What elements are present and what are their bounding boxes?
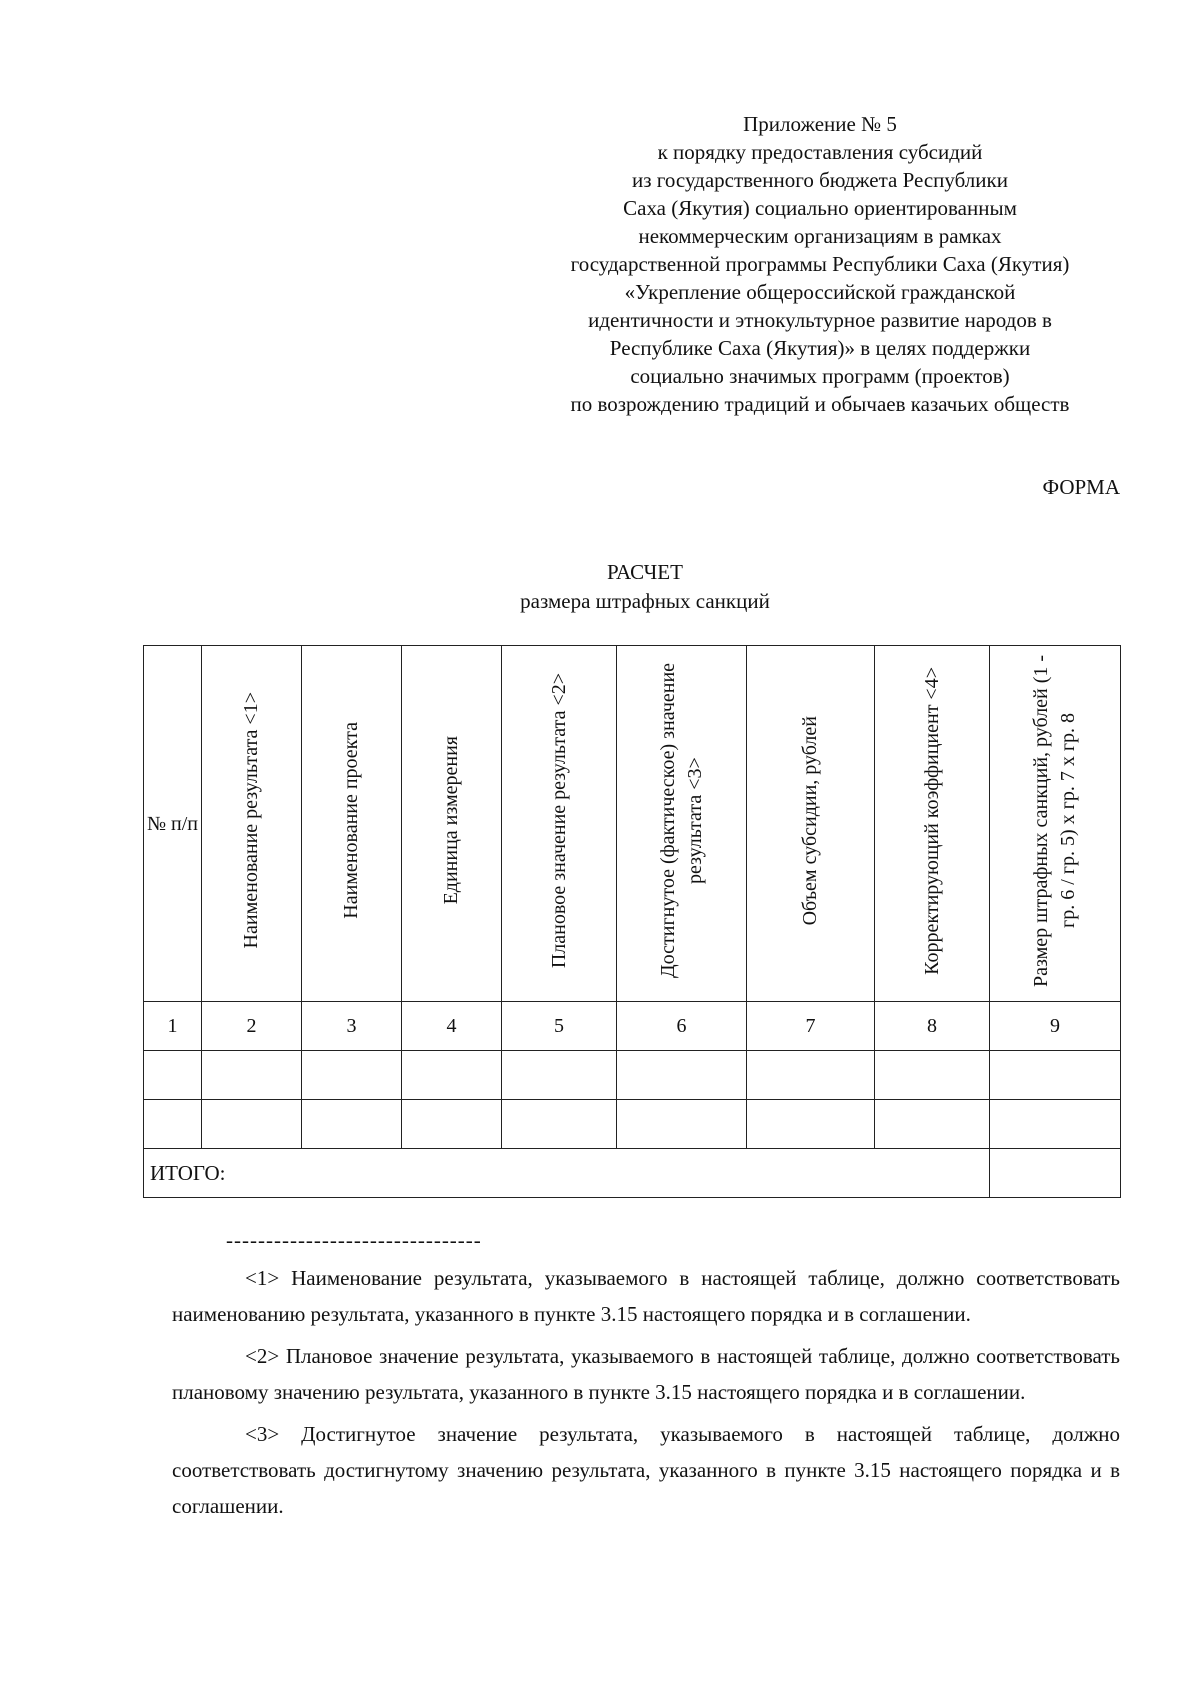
column-number: 9 bbox=[990, 1002, 1121, 1051]
footnote-3: <3> Достигнутое значение результата, указываемого в настоящей таблице, должно соответствовать достигнутому значению результата, указанного в пункте 3.15 настоящего порядка и в соглашении. bbox=[172, 1422, 1120, 1518]
appendix-line: «Укрепление общероссийской гражданской bbox=[624, 280, 1016, 304]
header-project-name: Наименование проекта bbox=[340, 722, 362, 919]
header-unit: Единица измерения bbox=[440, 736, 462, 905]
empty-cell bbox=[402, 1051, 502, 1100]
appendix-line: некоммерческим организациям в рамках bbox=[638, 224, 1002, 248]
empty-cell bbox=[302, 1051, 402, 1100]
header-cell bbox=[402, 646, 502, 1002]
header-planned-value: Плановое значение результата <2> bbox=[547, 672, 570, 969]
title-main: РАСЧЕТ bbox=[607, 560, 683, 584]
header-penalty-amount: Размер штрафных санкций, рублей (1 - гр. 6 / гр. 5) x гр. 7 x гр. 8 bbox=[1030, 654, 1079, 987]
header-result-name: Наименование результата <1> bbox=[240, 692, 262, 949]
column-number: 8 bbox=[875, 1002, 990, 1051]
header-cell bbox=[747, 646, 875, 1002]
column-number: 2 bbox=[202, 1002, 302, 1051]
header-cell bbox=[875, 646, 990, 1002]
appendix-block bbox=[520, 110, 1120, 418]
table-row bbox=[144, 1100, 1121, 1149]
header-subsidy-amount: Объем субсидии, рублей bbox=[799, 715, 821, 926]
empty-cell bbox=[875, 1051, 990, 1100]
appendix-line: социально значимых программ (проектов) bbox=[630, 364, 1010, 388]
column-number: 7 bbox=[747, 1002, 875, 1051]
form-label: ФОРМА bbox=[1042, 475, 1120, 499]
footnotes bbox=[172, 1260, 1120, 1524]
header-cell bbox=[144, 646, 202, 1002]
empty-cell bbox=[747, 1051, 875, 1100]
empty-cell bbox=[502, 1051, 617, 1100]
empty-cell bbox=[747, 1100, 875, 1149]
header-cell bbox=[202, 646, 302, 1002]
total-label: ИТОГО: bbox=[144, 1149, 990, 1198]
header-cell bbox=[990, 646, 1121, 1002]
penalty-table bbox=[143, 645, 1121, 1198]
appendix-line: Приложение № 5 bbox=[743, 112, 897, 136]
empty-cell bbox=[617, 1100, 747, 1149]
empty-cell bbox=[502, 1100, 617, 1149]
empty-cell bbox=[875, 1100, 990, 1149]
header-cell bbox=[617, 646, 747, 1002]
appendix-line: Республике Саха (Якутия)» в целях поддержки bbox=[609, 336, 1031, 360]
appendix-line: к порядку предоставления субсидий bbox=[657, 140, 983, 164]
header-number: № п/п bbox=[146, 812, 199, 835]
appendix-line: идентичности и этнокультурное развитие народов в bbox=[588, 308, 1052, 332]
table-total-row bbox=[144, 1149, 1121, 1198]
table-number-row bbox=[144, 1002, 1121, 1051]
column-number: 1 bbox=[144, 1002, 202, 1051]
appendix-line: из государственного бюджета Республики bbox=[632, 168, 1008, 192]
header-achieved-value: Достигнутое (фактическое) значение результата <3> bbox=[656, 662, 706, 979]
column-number: 3 bbox=[302, 1002, 402, 1051]
title-sub: размера штрафных санкций bbox=[520, 589, 770, 613]
table-row bbox=[144, 1051, 1121, 1100]
empty-cell bbox=[617, 1051, 747, 1100]
document-title bbox=[0, 558, 1200, 616]
footnote-2: <2> Плановое значение результата, указываемого в настоящей таблице, должно соответствовать плановому значению результата, указанного в пункте 3.15 настоящего порядка и в соглашении. bbox=[172, 1344, 1120, 1404]
empty-cell bbox=[144, 1051, 202, 1100]
table-header-row bbox=[144, 646, 1121, 1002]
footnote-1: <1> Наименование результата, указываемого в настоящей таблице, должно соответствовать наименованию результата, указанного в пункте 3.15 настоящего порядка и в соглашении. bbox=[172, 1266, 1120, 1326]
empty-cell bbox=[990, 1051, 1121, 1100]
appendix-line: государственной программы Республики Саха (Якутия) bbox=[570, 252, 1070, 276]
header-cell bbox=[502, 646, 617, 1002]
total-value-cell bbox=[990, 1149, 1121, 1198]
empty-cell bbox=[144, 1100, 202, 1149]
empty-cell bbox=[302, 1100, 402, 1149]
column-number: 5 bbox=[502, 1002, 617, 1051]
empty-cell bbox=[990, 1100, 1121, 1149]
empty-cell bbox=[202, 1051, 302, 1100]
empty-cell bbox=[402, 1100, 502, 1149]
column-number: 6 bbox=[617, 1002, 747, 1051]
footnote-separator: -------------------------------- bbox=[226, 1228, 482, 1252]
appendix-line: по возрождению традиций и обычаев казачьих обществ bbox=[570, 392, 1070, 416]
header-cell bbox=[302, 646, 402, 1002]
empty-cell bbox=[202, 1100, 302, 1149]
header-coefficient: Корректирующий коэффициент <4> bbox=[920, 666, 943, 975]
appendix-line: Саха (Якутия) социально ориентированным bbox=[623, 196, 1017, 220]
column-number: 4 bbox=[402, 1002, 502, 1051]
